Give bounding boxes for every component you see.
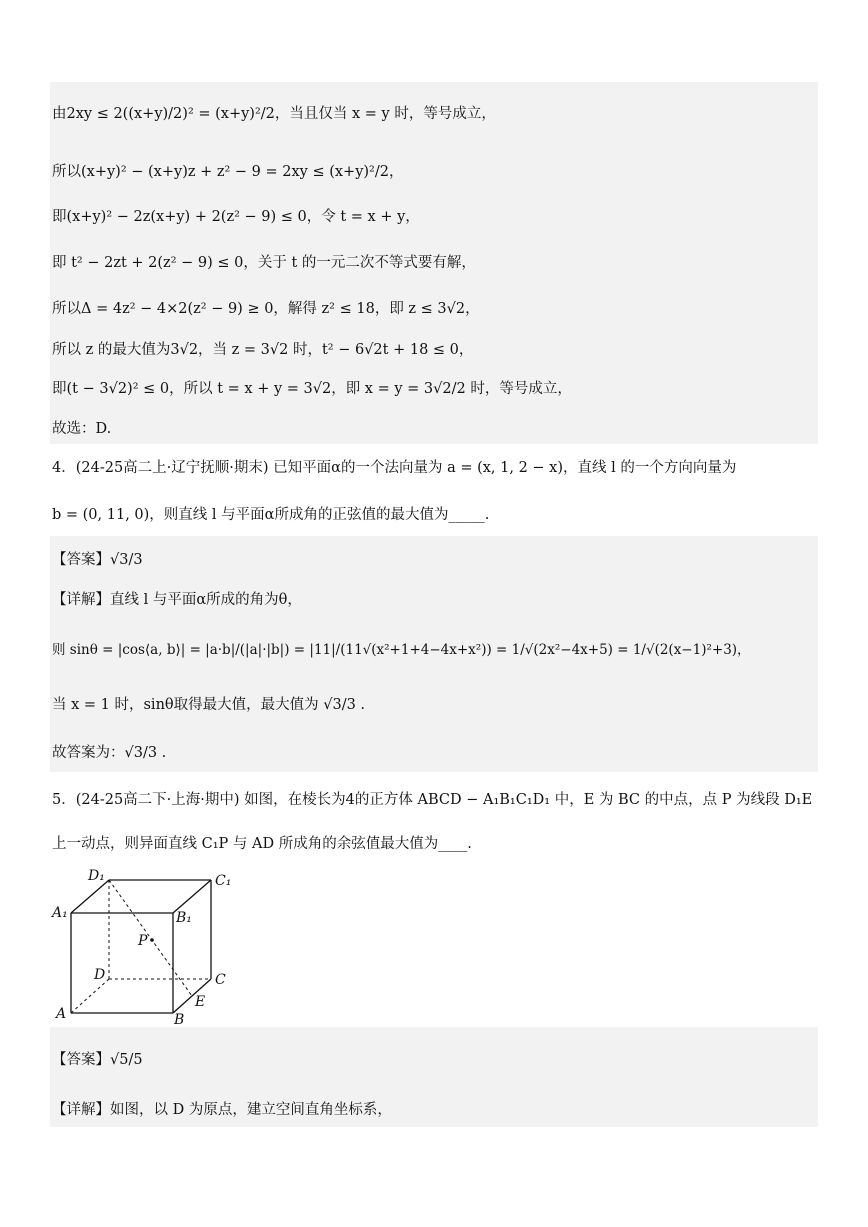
solution-line-7: 即(t − 3√2)² ≤ 0，所以 t = x + y = 3√2，即 x = y = 3√2/2 时，等号成立， <box>52 381 572 397</box>
solution-line-5: 所以Δ = 4z² − 4×2(z² − 9) ≥ 0，解得 z² ≤ 18，即 z ≤ 3√2， <box>52 301 480 317</box>
edge-B1-C1 <box>173 880 211 913</box>
solution-line-6: 所以 z 的最大值为3√2，当 z = 3√2 时，t² − 6√2t + 18 ≤ 0， <box>52 342 474 358</box>
label-P: P <box>138 933 148 949</box>
edge-B-C <box>173 979 211 1013</box>
answer-5: 【答案】√5/5 <box>52 1052 143 1068</box>
detail-4-line-1: 【详解】直线 l 与平面α所成的角为θ， <box>52 592 302 608</box>
solution-line-4: 即 t² − 2zt + 2(z² − 9) ≤ 0，关于 t 的一元二次不等式要有解， <box>52 255 476 271</box>
label-D: D <box>94 967 106 983</box>
label-C1: C₁ <box>215 873 232 889</box>
question-4-line-1: 4．(24-25高二上·辽宁抚顺·期末) 已知平面α的一个法向量为 a = (x, 1, 2 − x)，直线 l 的一个方向向量为 <box>52 460 737 476</box>
detail-4-line-4: 故答案为：√3/3 . <box>52 745 167 761</box>
label-A: A <box>56 1006 67 1022</box>
edge-D-A <box>71 979 109 1013</box>
label-E: E <box>195 994 206 1010</box>
question-5-line-2: 上一动点，则异面直线 C₁P 与 AD 所成角的余弦值最大值为____. <box>52 836 472 852</box>
solution-line-8: 故选：D. <box>52 421 112 437</box>
label-B: B <box>174 1012 185 1026</box>
answer-4: 【答案】√3/3 <box>52 552 143 568</box>
label-A1: A₁ <box>52 905 68 921</box>
solution-line-2: 所以(x+y)² − (x+y)z + z² − 9 = 2xy ≤ (x+y)²/2， <box>52 164 404 180</box>
detail-4-line-3: 当 x = 1 时，sinθ取得最大值，最大值为 √3/3 . <box>52 697 366 713</box>
question-5-line-1: 5．(24-25高二下·上海·期中) 如图，在棱长为4的正方体 ABCD − A₁B₁C₁D₁ 中，E 为 BC 的中点，点 P 为线段 D₁E <box>52 792 813 808</box>
question-4-line-2: b = (0, 11, 0)，则直线 l 与平面α所成角的正弦值的最大值为_____. <box>52 507 490 523</box>
detail-5-line-1: 【详解】如图，以 D 为原点，建立空间直角坐标系， <box>52 1102 392 1118</box>
label-C: C <box>215 972 226 988</box>
solution-line-1: 由2xy ≤ 2((x+y)/2)² = (x+y)²/2，当且仅当 x = y 时，等号成立， <box>52 106 496 122</box>
edge-A1-D1 <box>71 880 109 913</box>
solution-line-3: 即(x+y)² − 2z(x+y) + 2(z² − 9) ≤ 0，令 t = x + y， <box>52 209 420 225</box>
label-B1: B₁ <box>176 910 192 926</box>
cube-figure <box>50 866 250 1026</box>
label-D1: D₁ <box>88 868 105 884</box>
point-P <box>150 938 154 942</box>
detail-4-line-2: 则 sinθ = |cos⟨a, b⟩| = |a·b|/(|a|·|b|) = |11|/(11√(x²+1+4−4x+x²)) = 1/√(2x²−4x+5) = 1/√(2(x−1)²+3)， <box>52 642 751 658</box>
